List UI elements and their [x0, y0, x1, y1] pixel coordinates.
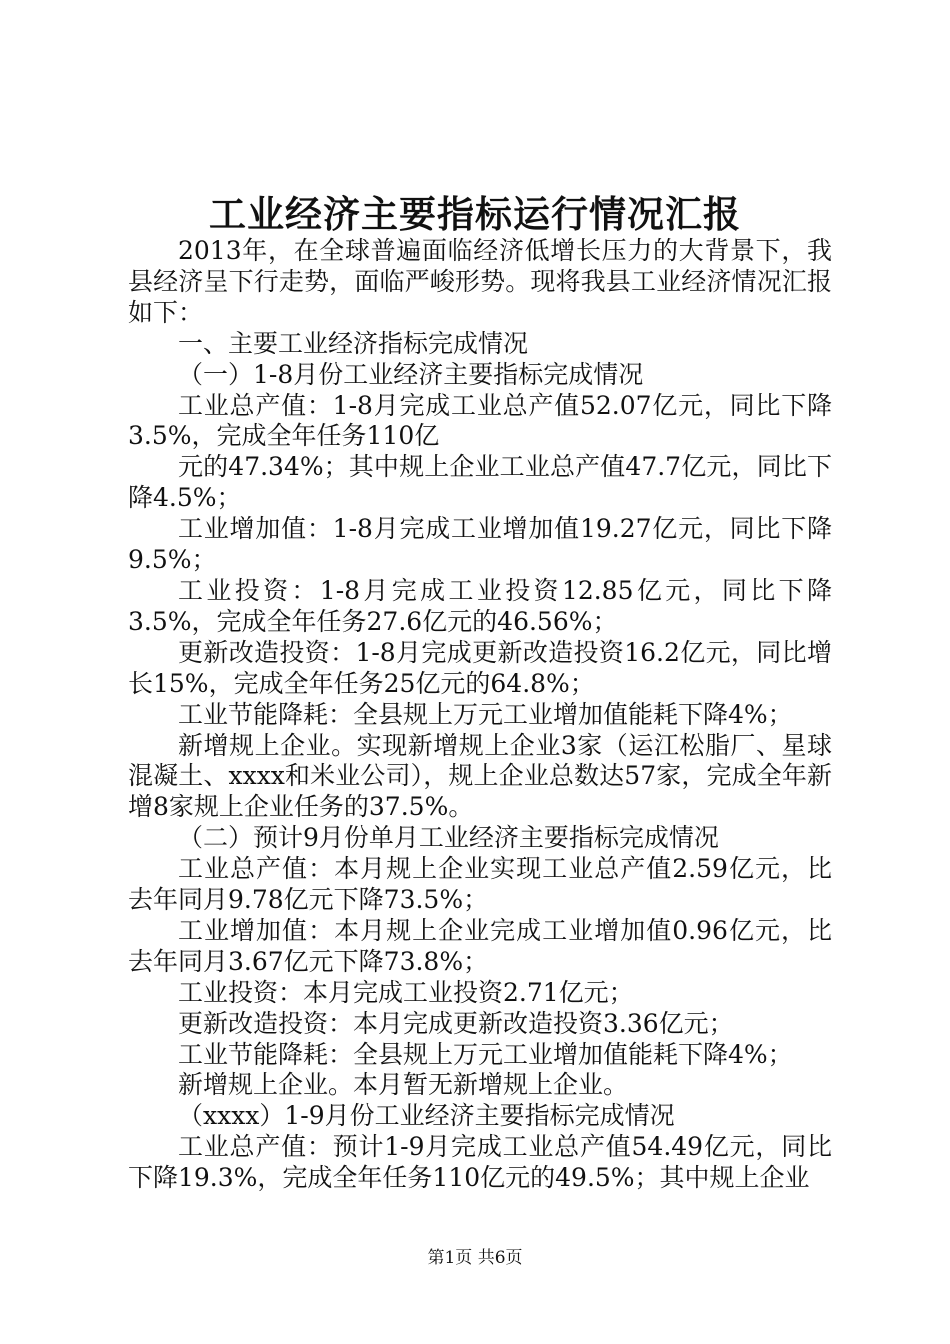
paragraph: 工业投资：1-8月完成工业投资12.85亿元，同比下降3.5%，完成全年任务27.6亿元的46.56%； — [128, 575, 832, 636]
paragraph: 工业增加值：1-8月完成工业增加值19.27亿元，同比下降9.5%； — [128, 514, 832, 575]
section-heading: 一、主要工业经济指标完成情况 — [178, 328, 529, 358]
paragraph: 工业投资：本月完成工业投资2.71亿元； — [178, 977, 634, 1007]
page-footer: 第1页 共6页 — [427, 1248, 523, 1268]
paragraph: 2013年，在全球普遍面临经济低增长压力的大背景下，我县经济呈下行走势，面临严峻形势。现将我县工业经济情况汇报如下： — [128, 236, 832, 327]
paragraph: 工业节能降耗：全县规上万元工业增加值能耗下降4%； — [178, 699, 793, 729]
subsection-heading: （xxxx）1-9月份工业经济主要指标完成情况 — [178, 1101, 675, 1131]
paragraph: 更新改造投资：本月完成更新改造投资3.36亿元； — [178, 1008, 734, 1038]
subsection-heading: （一）1-8月份工业经济主要指标完成情况 — [178, 359, 644, 389]
paragraph: 工业总产值：本月规上企业实现工业总产值2.59亿元，比去年同月9.78亿元下降73.5%； — [128, 854, 832, 915]
paragraph: 工业节能降耗：全县规上万元工业增加值能耗下降4%； — [178, 1039, 793, 1069]
paragraph: 元的47.34%；其中规上企业工业总产值47.7亿元，同比下降4.5%； — [128, 452, 832, 513]
subsection-heading: （二）预计9月份单月工业经济主要指标完成情况 — [178, 823, 719, 853]
paragraph: 新增规上企业。本月暂无新增规上企业。 — [178, 1070, 629, 1100]
document-body — [128, 236, 832, 1194]
paragraph: 更新改造投资：1-8月完成更新改造投资16.2亿元，同比增长15%，完成全年任务25亿元的64.8%； — [128, 637, 832, 698]
paragraph: 新增规上企业。实现新增规上企业3家（运江松脂厂、星球混凝土、xxxx和米业公司），规上企业总数达57家，完成全年新增8家规上企业任务的37.5%。 — [128, 730, 832, 822]
paragraph: 工业总产值：预计1-9月完成工业总产值54.49亿元，同比下降19.3%，完成全年任务110亿元的49.5%；其中规上企业 — [128, 1132, 832, 1193]
paragraph: 工业增加值：本月规上企业完成工业增加值0.96亿元，比去年同月3.67亿元下降73.8%； — [128, 915, 832, 976]
document-title: 工业经济主要指标运行情况汇报 — [209, 193, 741, 236]
paragraph: 工业总产值：1-8月完成工业总产值52.07亿元，同比下降3.5%，完成全年任务110亿 — [128, 390, 832, 451]
